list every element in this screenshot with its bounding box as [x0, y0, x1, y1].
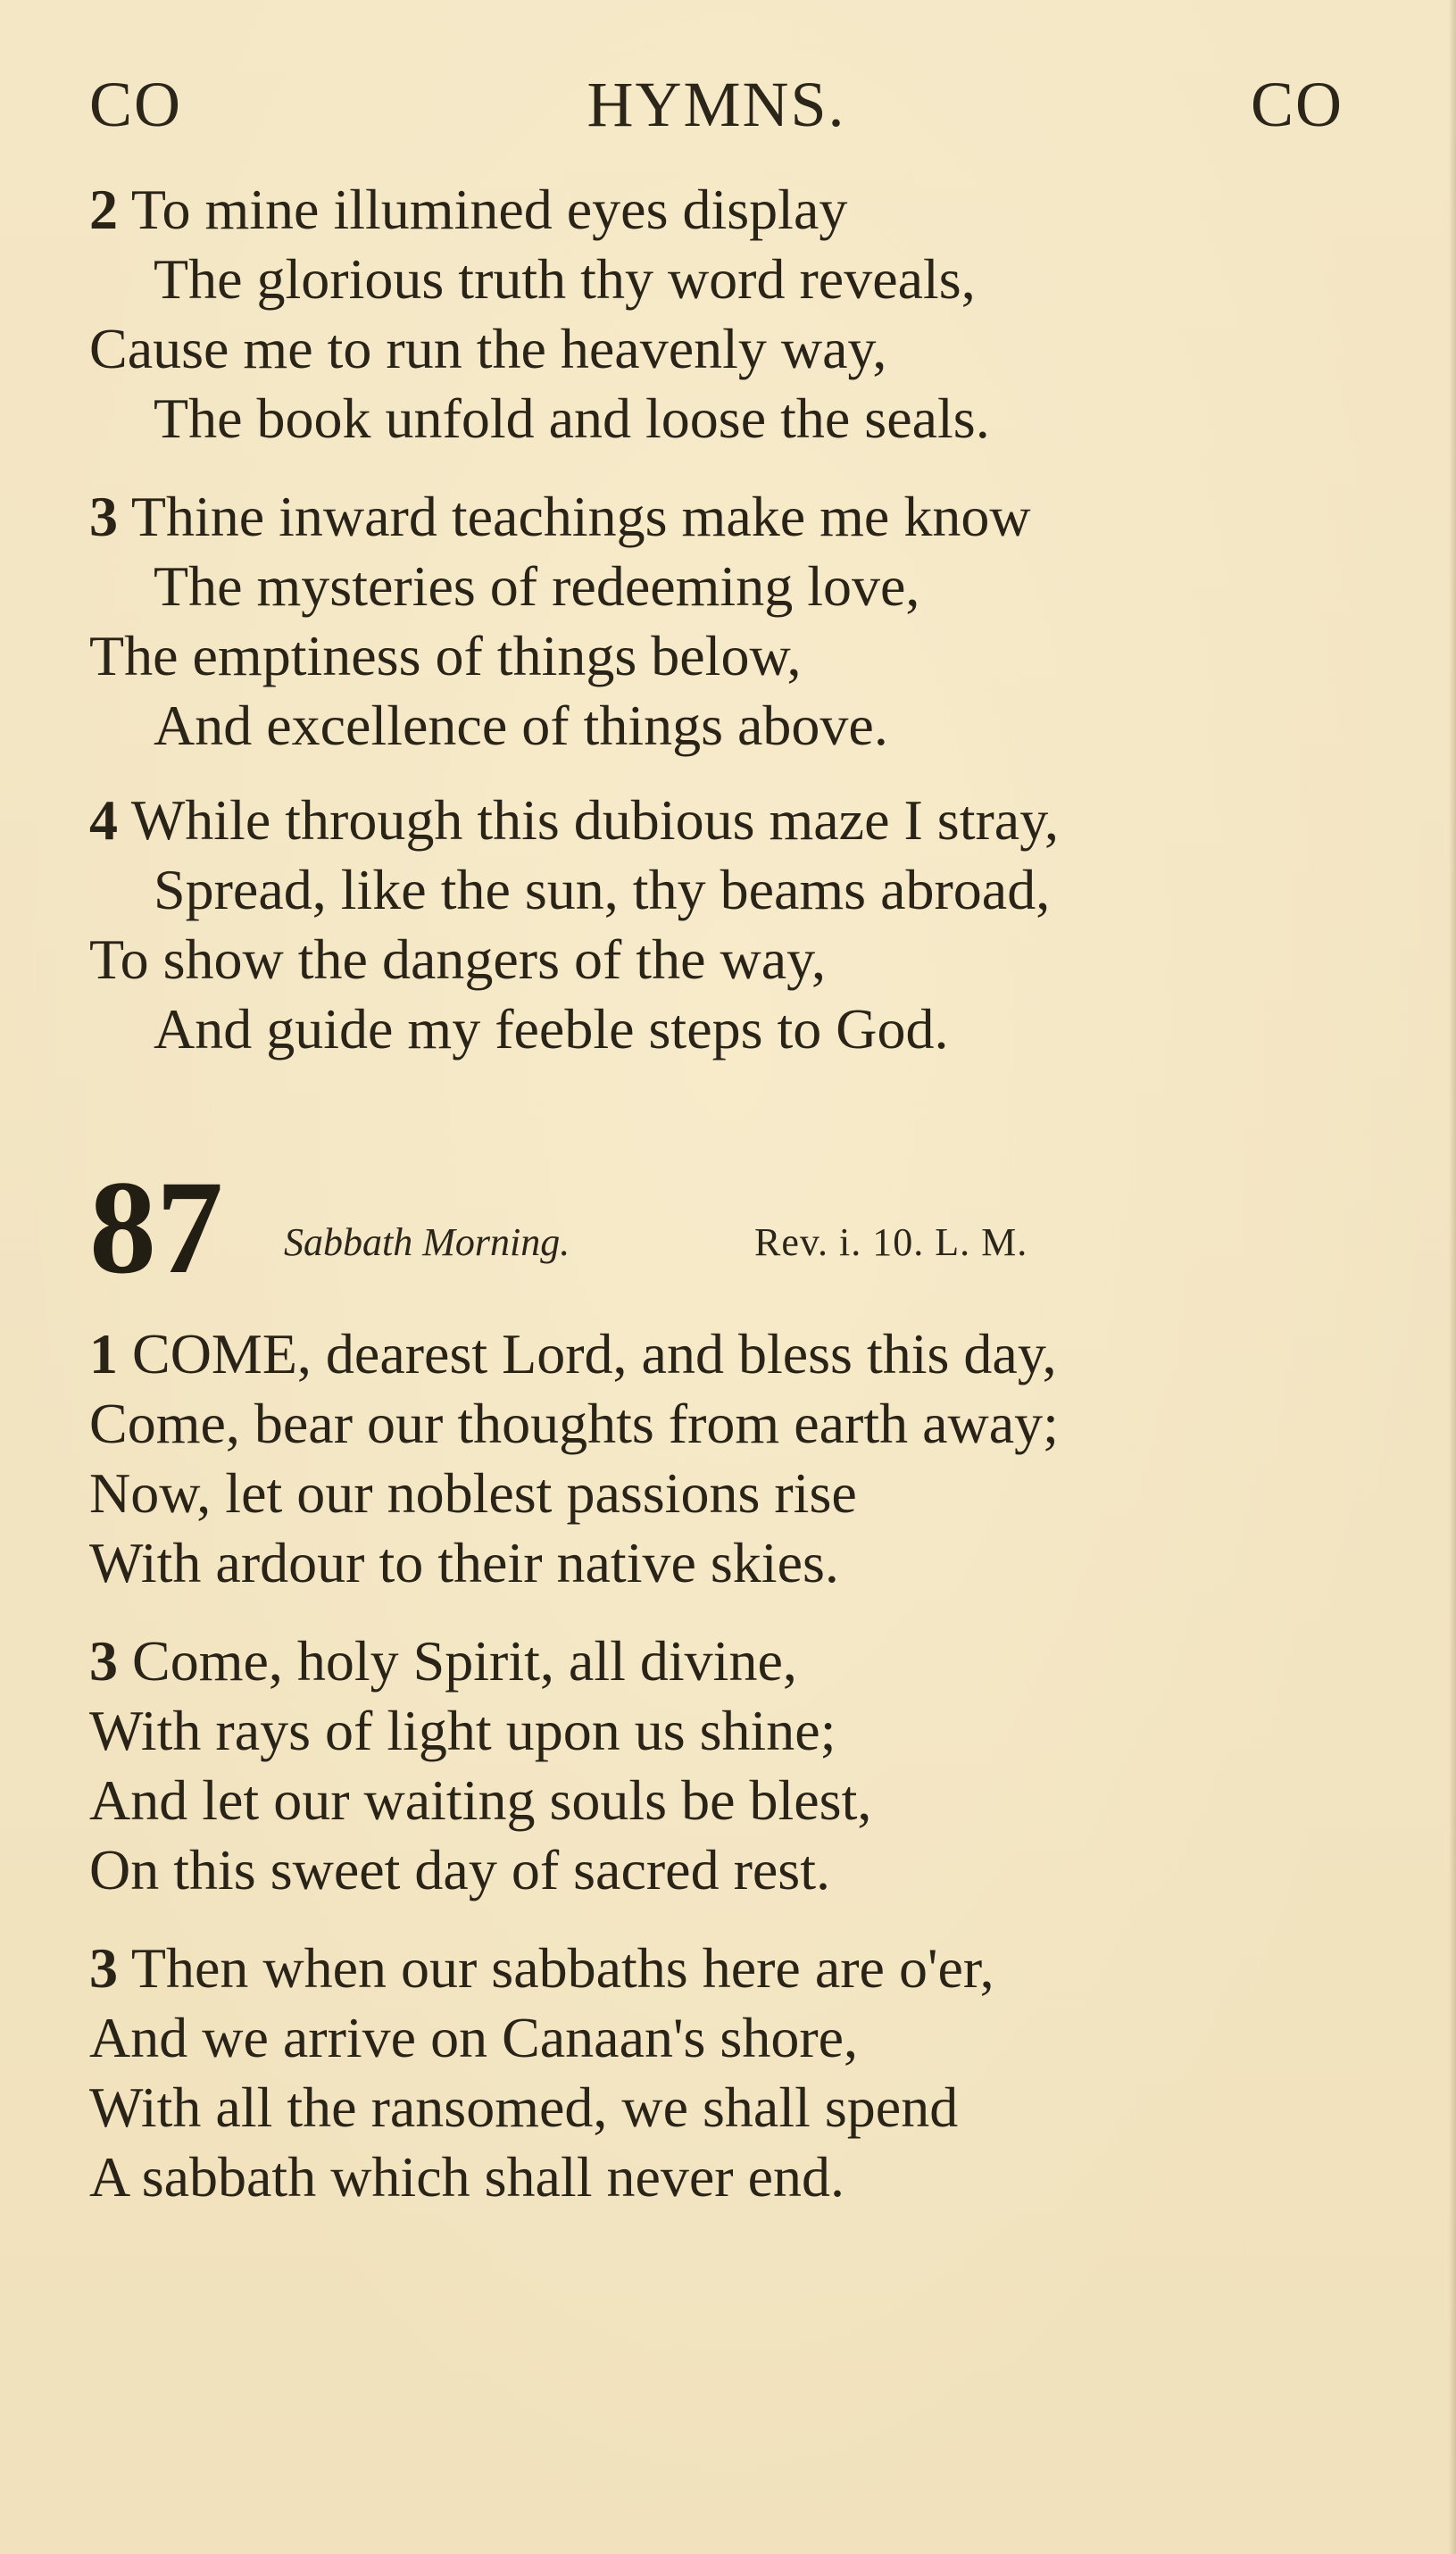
verse-line — [89, 1319, 1375, 1389]
prev-hymn-stanza-2 — [89, 175, 1375, 453]
verse-line: And guide my feeble steps to God. — [154, 997, 949, 1061]
verse-line: And let our waiting souls be blest, — [89, 1768, 872, 1832]
verse-line: And excellence of things above. — [154, 694, 888, 757]
verse-text: To mine illumined eyes display — [130, 178, 848, 241]
verse-line — [89, 786, 1375, 855]
header-left-catchword: CO — [89, 69, 183, 140]
verse-text: Come, holy Spirit, all divine, — [132, 1629, 797, 1693]
verse-line — [89, 1626, 1375, 1696]
verse-line: And we arrive on Canaan's shore, — [89, 2006, 859, 2069]
verse-text: COME, dearest Lord, and bless this day, — [132, 1322, 1057, 1385]
verse-line: Cause me to run the heavenly way, — [89, 317, 887, 380]
header-title: HYMNS. — [587, 69, 846, 140]
hymn-number: 87 — [89, 1153, 223, 1302]
verse-text: Thine inward teachings make me know — [130, 485, 1031, 548]
stanza-number: 3 — [89, 1936, 118, 2000]
verse-line — [89, 175, 1375, 245]
page-edge-shadow — [1449, 0, 1456, 2554]
verse-line: To show the dangers of the way, — [89, 928, 826, 991]
stanza-number: 2 — [89, 178, 118, 241]
hymn-title: Sabbath Morning. — [284, 1220, 570, 1264]
verse-line: With rays of light upon us shine; — [89, 1699, 836, 1762]
verse-line: Spread, like the sun, thy beams abroad, — [154, 858, 1051, 921]
verse-text: Then when our sabbaths here are o'er, — [130, 1936, 994, 2000]
header-right-catchword: CO — [1250, 69, 1344, 140]
prev-hymn-stanza-4 — [89, 786, 1375, 1064]
hymn-reference: Rev. i. 10. L. M. — [754, 1220, 1028, 1264]
verse-line — [89, 482, 1375, 552]
stanza-number: 1 — [89, 1322, 118, 1385]
prev-hymn-stanza-3 — [89, 482, 1375, 761]
verse-text: While through this dubious maze I stray, — [130, 788, 1060, 852]
verse-line: The book unfold and loose the seals. — [154, 387, 990, 450]
hymn-stanza-3 — [89, 1934, 1375, 2212]
verse-line: With ardour to their native skies. — [89, 1531, 839, 1594]
stanza-number: 3 — [89, 1629, 118, 1693]
verse-line — [89, 1934, 1375, 2003]
running-header — [89, 68, 1344, 148]
hymn-stanza-1 — [89, 1319, 1375, 1598]
verse-line: Now, let our noblest passions rise — [89, 1461, 857, 1525]
stanza-number: 4 — [89, 788, 118, 852]
verse-line: A sabbath which shall never end. — [89, 2145, 844, 2209]
hymn-stanza-2 — [89, 1626, 1375, 1905]
verse-line: Come, bear our thoughts from earth away; — [89, 1392, 1059, 1455]
verse-line: On this sweet day of sacred rest. — [89, 1838, 830, 1901]
verse-line: The mysteries of redeeming love, — [154, 554, 920, 618]
stanza-number: 3 — [89, 485, 118, 548]
verse-line: The glorious truth thy word reveals, — [154, 247, 976, 311]
verse-line: The emptiness of things below, — [89, 624, 802, 687]
verse-line: With all the ransomed, we shall spend — [89, 2076, 959, 2139]
hymn-heading — [89, 1153, 1339, 1302]
